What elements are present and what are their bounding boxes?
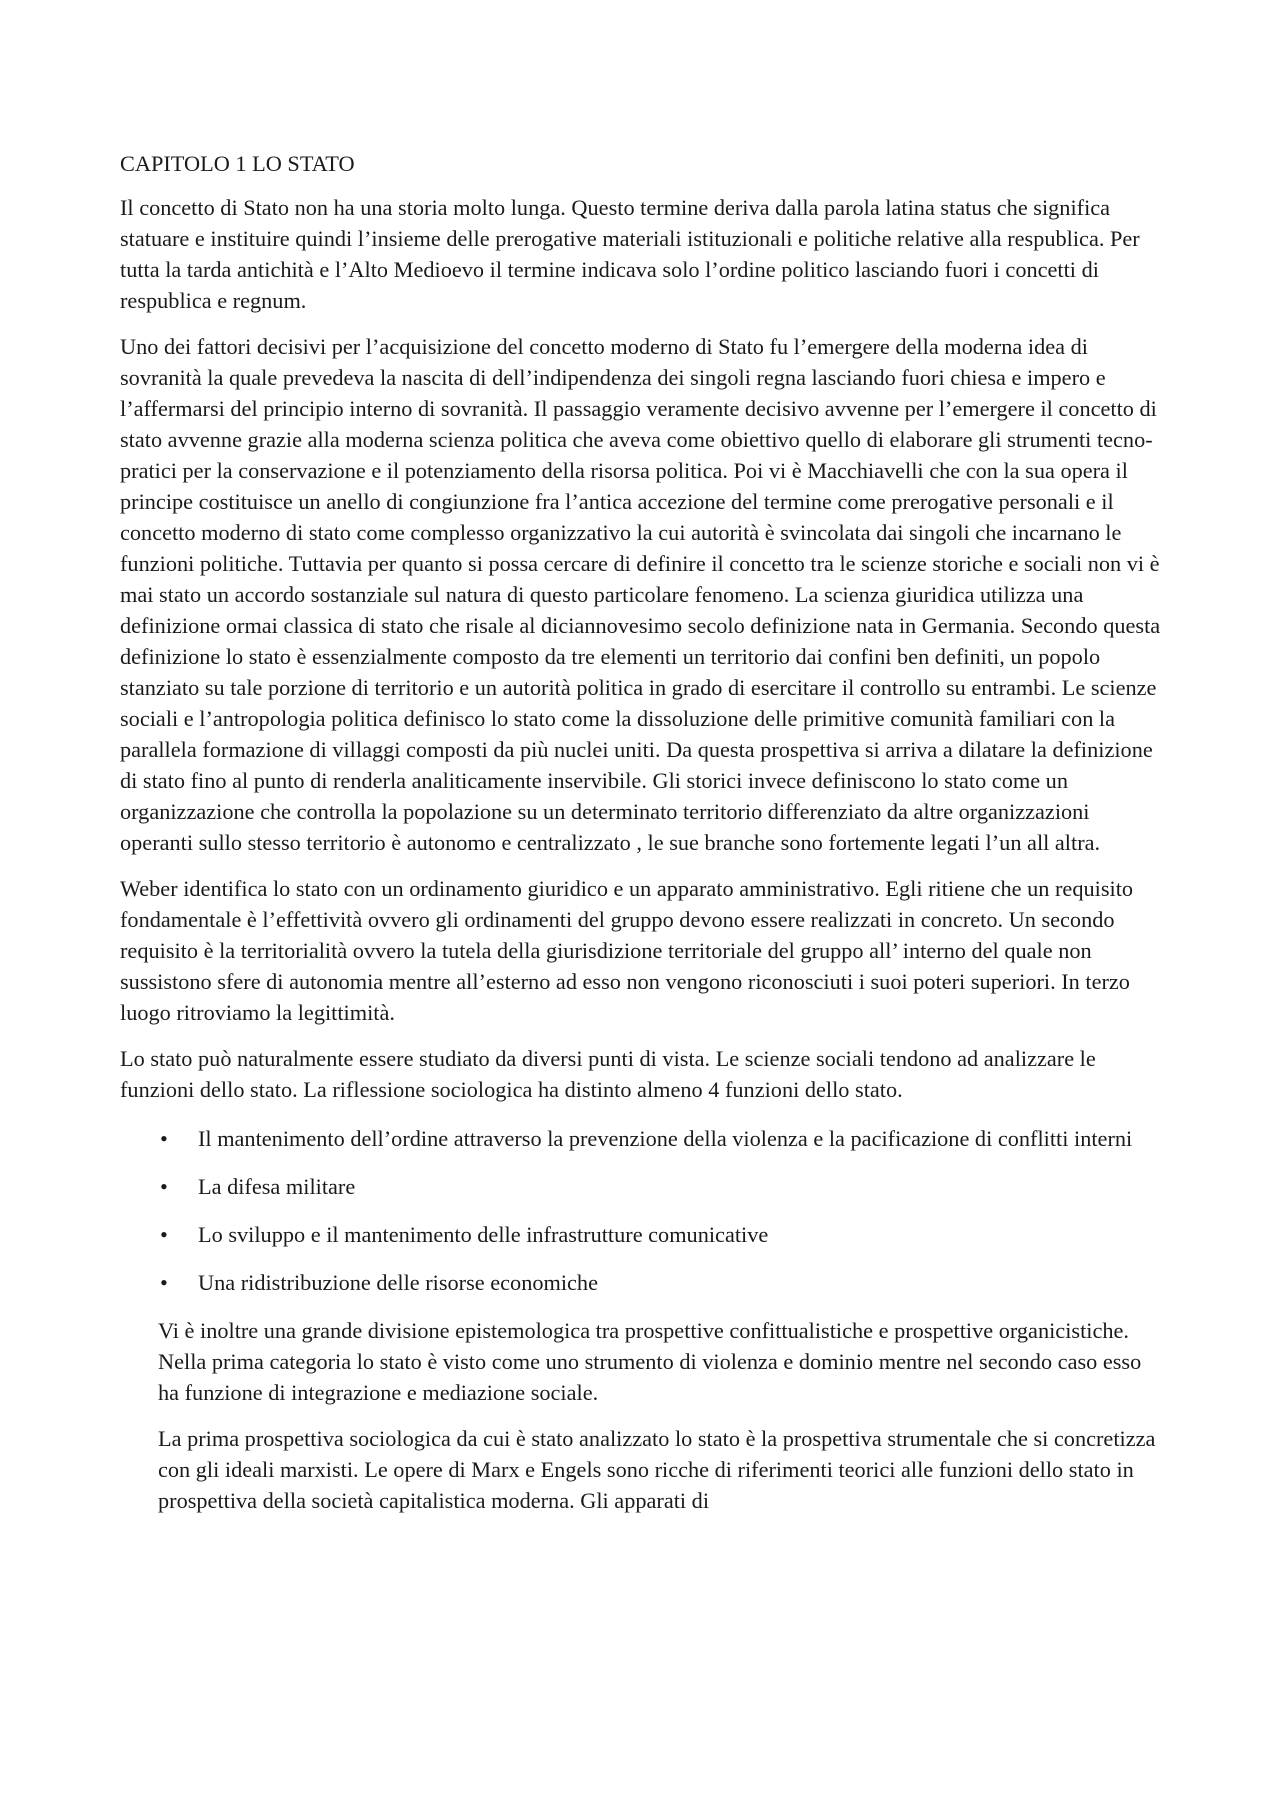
paragraph-marxist: La prima prospettiva sociologica da cui è stato analizzato lo stato è la prospettiva strumentale che si concretizza con gli ideali marxisti. Le opere di Marx e Engels sono ricche di riferimenti teorici alle funzioni dello stato in prospettiva della società capitalistica moderna. Gli apparati di: [158, 1426, 1156, 1513]
paragraph-sovereignty: Uno dei fattori decisivi per l’acquisizione del concetto moderno di Stato fu l’emergere della moderna idea di sovranità la quale prevedeva la nascita di dell’indipendenza dei singoli regna lasciando fuori chiesa e impero e l’affermarsi del principio interno di sovranità. Il passaggio veramente decisivo avvenne per l’emergere il concetto di stato avvenne grazie alla moderna scienza politica che aveva come obiettivo quello di elaborare gli strumenti tecno-pratici per la conservazione e il potenziamento della risorsa politica. Poi vi è Macchiavelli che con la sua opera il principe costituisce un anello di congiunzione fra l’antica accezione del termine come prerogative personali e il concetto moderno di stato come complesso organizzativo la cui autorità è svincolata dai singoli che incarnano le funzioni politiche. Tuttavia per quanto si possa cercare di definire il concetto tra le scienze storiche e sociali non vi è mai stato un accordo sostanziale sul natura di questo particolare fenomeno. La scienza giuridica utilizza una definizione ormai classica di stato che risale al diciannovesimo secolo definizione nata in Germania. Secondo questa definizione lo stato è essenzialmente composto da tre elementi un territorio dai confini ben definiti, un popolo stanziato su tale porzione di territorio e un autorità politica in grado di esercitare il controllo su entrambi. Le scienze sociali e l’antropologia politica definisco lo stato come la dissoluzione delle primitive comunità familiari con la parallela formazione di villaggi composti da più nuclei uniti. Da questa prospettiva si arriva a dilatare la definizione di stato fino al punto di renderla analiticamente inservibile. Gli storici invece definiscono lo stato come un organizzazione che controlla la popolazione su un determinato territorio differenziato da altre organizzazioni operanti sullo stesso territorio è autonomo e centralizzato , le sue branche sono fortemente legati l’un all altra.: [120, 334, 1161, 855]
functions-list: [120, 1123, 1165, 1298]
paragraph-epistemology: Vi è inoltre una grande divisione epistemologica tra prospettive confittualistiche e prospettive organicistiche. Nella prima categoria lo stato è visto come uno strumento di violenza e dominio mentre nel secondo caso esso ha funzione di integrazione e mediazione sociale.: [158, 1318, 1142, 1405]
paragraph-weber: Weber identifica lo stato con un ordinamento giuridico e un apparato amministrativo. Egli ritiene che un requisito fondamentale è l’effettività ovvero gli ordinamenti del gruppo devono essere realizzati in concreto. Un secondo requisito è la territorialità ovvero la tutela della giurisdizione territoriale del gruppo all’ interno del quale non sussistono sfere di autonomia mentre all’esterno ad esso non vengono riconosciuti i suoi poteri superiori. In terzo luogo ritroviamo la legittimità.: [120, 876, 1134, 1025]
bullet-icon: •: [160, 1270, 168, 1295]
list-item-text: La difesa militare: [198, 1174, 356, 1199]
bullet-icon: •: [160, 1222, 168, 1247]
paragraph-intro: Il concetto di Stato non ha una storia molto lunga. Questo termine deriva dalla parola latina status che significa statuare e instituire quindi l’insieme delle prerogative materiali istituzionali e politiche relative alla respublica. Per tutta la tarda antichità e l’Alto Medioevo il termine indicava solo l’ordine politico lasciando fuori i concetti di respublica e regnum.: [120, 195, 1140, 313]
list-item: [120, 1219, 1165, 1250]
list-item: [120, 1171, 1165, 1202]
list-item-text: Il mantenimento dell’ordine attraverso la prevenzione della violenza e la pacificazione di conflitti interni: [198, 1126, 1133, 1151]
bullet-icon: •: [160, 1126, 168, 1151]
paragraph-functions: Lo stato può naturalmente essere studiato da diversi punti di vista. Le scienze sociali tendono ad analizzare le funzioni dello stato. La riflessione sociologica ha distinto almeno 4 funzioni dello stato.: [120, 1046, 1096, 1102]
list-item-text: Una ridistribuzione delle risorse economiche: [198, 1270, 598, 1295]
list-item-text: Lo sviluppo e il mantenimento delle infrastrutture comunicative: [198, 1222, 769, 1247]
bullet-icon: •: [160, 1174, 168, 1199]
document-page: [120, 148, 1165, 1531]
list-item: [120, 1267, 1165, 1298]
list-item: [120, 1123, 1165, 1154]
chapter-heading: CAPITOLO 1 LO STATO: [120, 151, 355, 176]
